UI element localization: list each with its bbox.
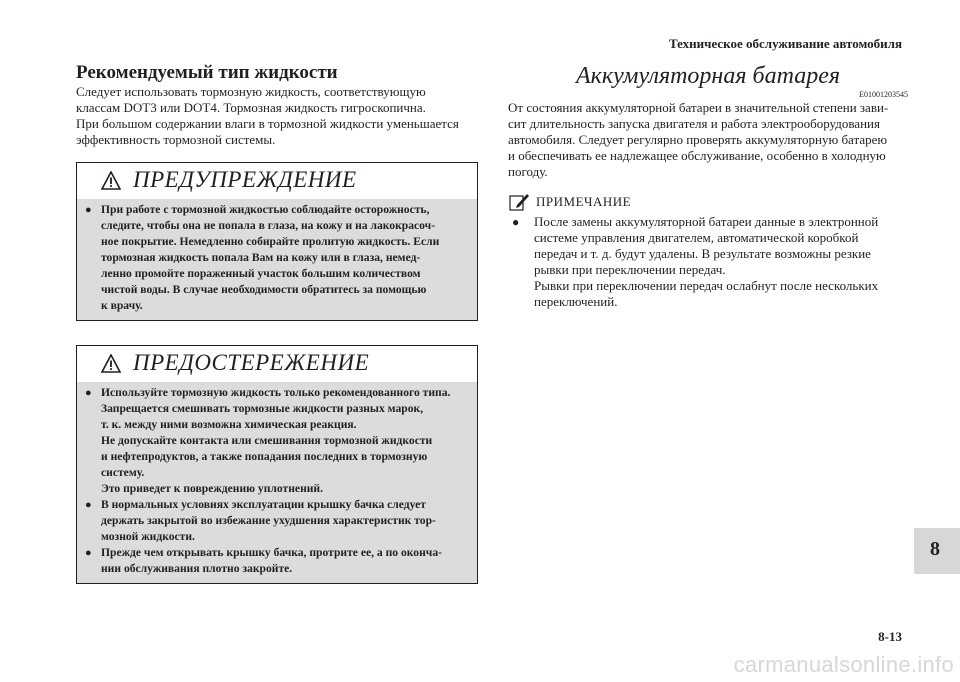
text-line: При работе с тормозной жидкостью соблюдайте осторожность, (101, 203, 430, 216)
text-line: и нефтепродуктов, а также попадания последних в тормозную (101, 450, 428, 463)
text-line: Прежде чем открывать крышку бачка, протрите ее, а по оконча- (101, 546, 442, 559)
caution-item (85, 497, 469, 545)
text-line: системе управления двигателем, автоматической коробкой (534, 230, 859, 245)
caution-title: ПРЕДОСТЕРЕЖЕНИЕ (133, 350, 370, 375)
watermark: carmanualsonline.info (733, 652, 954, 677)
text-line: В нормальных условиях эксплуатации крышку бачка следует (101, 498, 426, 511)
warning-body (77, 199, 477, 320)
text-line: Это приведет к повреждению уплотнений. (101, 482, 324, 495)
text-line: сит длительность запуска двигателя и работа электрооборудования (508, 116, 880, 131)
intro-line: При большом содержании влаги в тормозной жидкости уменьшается (76, 116, 459, 131)
caution-body (77, 382, 477, 583)
text-line: мозной жидкости. (101, 530, 195, 543)
bullet: ● (512, 215, 520, 229)
text-line: погоду. (508, 164, 548, 179)
right-column (508, 62, 908, 310)
warning-triangle-icon (101, 171, 121, 191)
text-line: чистой воды. В случае необходимости обратитесь за помощью (101, 283, 427, 296)
text-line: к врачу. (101, 299, 143, 312)
page-number: 8-13 (878, 629, 902, 644)
bullet: ● (85, 499, 92, 511)
text-line: переключений. (534, 294, 618, 309)
intro-line: Следует использовать тормозную жидкость, соответствующую (76, 84, 426, 99)
text-line: т. к. между ними возможна химическая реакция. (101, 418, 357, 431)
bullet: ● (85, 204, 92, 216)
section-code: E01001203545 (859, 90, 908, 99)
warning-header (77, 163, 477, 199)
intro-line: классам DOT3 или DOT4. Тормозная жидкость гигроскопична. (76, 100, 426, 115)
note-item (508, 214, 908, 310)
left-column (76, 62, 478, 584)
text-line: нии обслуживания плотно закройте. (101, 562, 293, 575)
running-header: Техническое обслуживание автомобиля (668, 36, 902, 51)
bullet: ● (85, 547, 92, 559)
text-line: рывки при переключении передач. (534, 262, 726, 277)
note-item-text (534, 214, 908, 310)
caution-header (77, 346, 477, 382)
caution-item-text (101, 385, 469, 497)
text-line: Запрещается смешивать тормозные жидкости разных марок, (101, 402, 424, 415)
caution-item (85, 545, 469, 577)
text-line: Используйте тормозную жидкость только рекомендованного типа. (101, 386, 451, 399)
warning-title: ПРЕДУПРЕЖДЕНИЕ (133, 167, 357, 192)
bullet: ● (85, 387, 92, 399)
text-line: ленно промойте пораженный участок большим количеством (101, 267, 421, 280)
text-line: передач и т. д. будут удалены. В результате возможны резкие (534, 246, 871, 261)
text-line: следите, чтобы она не попала в глаза, на кожу и на лакокрасоч- (101, 219, 436, 232)
warning-box (76, 162, 478, 321)
text-line: Рывки при переключении передач ослабнут после нескольких (534, 278, 879, 293)
caution-box (76, 345, 478, 584)
caution-item (85, 385, 469, 497)
note-label: ПРИМЕЧАНИЕ (536, 194, 632, 209)
caution-item-text (101, 497, 469, 545)
text-line: держать закрытой во избежание ухудшения характеристик тор- (101, 514, 436, 527)
warning-triangle-icon (101, 354, 121, 374)
note-pencil-icon (508, 192, 530, 212)
text-line: После замены аккумуляторной батареи данные в электронной (534, 214, 879, 229)
brake-fluid-intro (76, 84, 478, 148)
text-line: автомобиля. Следует регулярно проверять аккумуляторную батарею (508, 132, 888, 147)
section-title-battery: Аккумуляторная батарея (575, 63, 840, 89)
text-line: систему. (101, 466, 145, 479)
note-header (508, 192, 908, 212)
text-line: Не допускайте контакта или смешивания тормозной жидкости (101, 434, 433, 447)
battery-body (508, 100, 908, 180)
section-tab (914, 528, 960, 574)
section-title-brake-fluid: Рекомендуемый тип жидкости (76, 62, 338, 83)
caution-item-text (101, 545, 469, 577)
text-line: тормозная жидкость попала Вам на кожу или в глаза, немед- (101, 251, 421, 264)
warning-item (85, 202, 469, 314)
warning-item-text (101, 202, 469, 314)
text-line: ное покрытие. Немедленно собирайте пролитую жидкость. Если (101, 235, 440, 248)
section-tab-number: 8 (930, 538, 940, 560)
intro-line: эффективность тормозной системы. (76, 132, 276, 147)
text-line: От состояния аккумуляторной батареи в значительной степени зави- (508, 100, 889, 115)
text-line: и обеспечивать ее надлежащее обслуживание, особенно в холодную (508, 148, 886, 163)
